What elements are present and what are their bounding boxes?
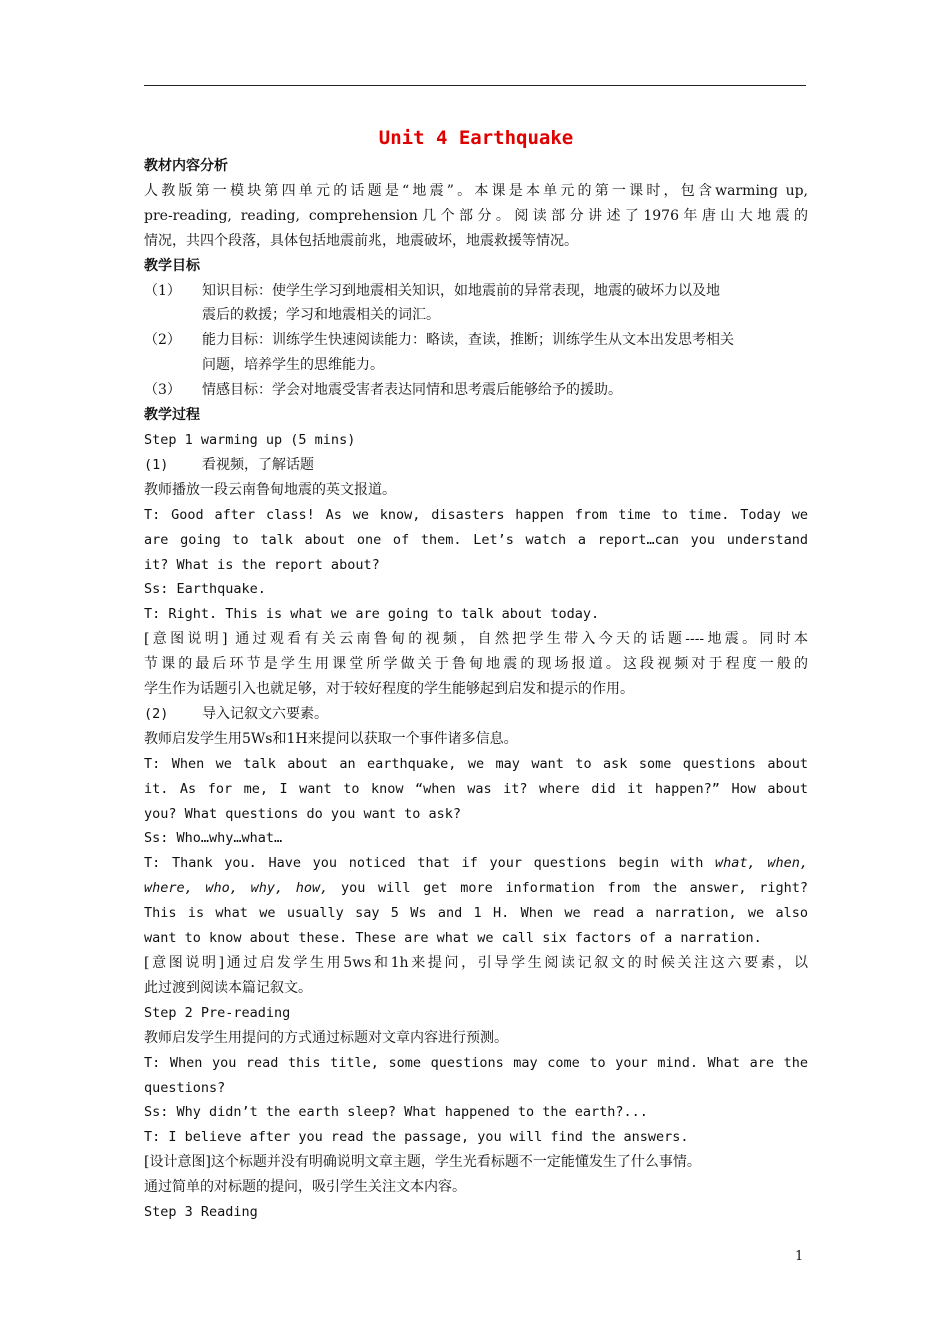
substep-description: 教师启发学生用5Ws和1H来提问以获取一个事件诸多信息。 [144, 730, 518, 747]
intro-line: 人教版第一模块第四单元的话题是“地震”。本课是本单元的第一课时，包含warming up, [144, 182, 808, 199]
dialogue-line: want to know about these. These are what we call six factors of a narration. [144, 930, 762, 947]
intent-note: [意图说明]通过启发学生用5ws和1h来提问，引导学生阅读记叙文的时候关注这六要素，以 [144, 955, 808, 971]
dialogue-line: it? What is the report about? [144, 556, 380, 573]
document-body [144, 122, 808, 1225]
substep-description: 教师启发学生用提问的方式通过标题对文章内容进行预测。 [144, 1029, 508, 1046]
goal-item-2-cont: 问题，培养学生的思维能力。 [202, 357, 384, 374]
intent-note: [设计意图]这个标题并没有明确说明文章主题，学生光看标题不一定能懂发生了什么事情。 [144, 1154, 701, 1171]
document-title: Unit 4 Earthquake [378, 127, 574, 149]
dialogue-line: you? What questions do you want to ask? [144, 805, 461, 822]
intent-note: 学生作为话题引入也就足够，对于较好程度的学生能够起到启发和提示的作用。 [144, 681, 634, 698]
dialogue-line: This is what we usually say 5 Ws and 1 H. When we read a narration, we also [144, 905, 808, 922]
intent-note: 此过渡到阅读本篇记叙文。 [144, 979, 312, 996]
intent-note: 通过简单的对标题的提问，吸引学生关注文本内容。 [144, 1179, 466, 1196]
dialogue-line: T: Right. This is what we are going to talk about today. [144, 606, 600, 623]
dialogue-line: Ss: Who…why…what… [144, 830, 283, 847]
substep-1-2 [144, 702, 808, 727]
section-heading-process: 教学过程 [144, 407, 200, 424]
dialogue-text: you will get more information from the answer, right? [340, 880, 808, 897]
dialogue-line: T: Good after class! As we know, disasters happen from time to time. Today we [144, 506, 808, 523]
dialogue-emphasis: what, when, [715, 855, 808, 872]
intent-note: [意图说明] 通过观看有关云南鲁甸的视频，自然把学生带入今天的话题----地震。同时本 [144, 631, 808, 648]
dialogue-line: T: When you read this title, some questions may come to your mind. What are the [144, 1054, 808, 1071]
step-1-heading: Step 1 warming up (5 mins) [144, 431, 356, 448]
step-3-heading: Step 3 Reading [144, 1204, 258, 1221]
goal-item-2 [144, 328, 808, 353]
dialogue-line: are going to talk about one of them. Let’s watch a report…can you understand [144, 531, 808, 548]
substep-description: 教师播放一段云南鲁甸地震的英文报道。 [144, 481, 396, 498]
dialogue-line [144, 851, 808, 876]
substep-1-1 [144, 453, 808, 478]
goal-number: （2） [144, 332, 181, 349]
dialogue-line: T: When we talk about an earthquake, we may want to ask some questions about [144, 755, 808, 772]
section-heading-analysis: 教材内容分析 [144, 158, 228, 174]
header-rule [144, 85, 806, 86]
section-heading-goals: 教学目标 [144, 257, 200, 274]
intent-note: 节课的最后环节是学生用课堂所学做关于鲁甸地震的现场报道。这段视频对于程度一般的 [144, 656, 808, 673]
goal-item-3 [144, 378, 808, 403]
dialogue-line: questions? [144, 1079, 226, 1096]
dialogue-line: it. As for me, I want to know “when was it? where did it happen?” How about [144, 780, 808, 797]
dialogue-line [144, 876, 808, 901]
goal-number: （3） [144, 382, 181, 399]
goal-number: （1） [144, 282, 181, 299]
goal-text: 能力目标：训练学生快速阅读能力：略读，查读，推断；训练学生从文本出发思考相关 [202, 332, 734, 349]
dialogue-emphasis: where, who, why, how, [144, 880, 329, 897]
goal-text: 情感目标：学会对地震受害者表达同情和思考震后能够给予的援助。 [202, 382, 622, 399]
dialogue-line: Ss: Why didn’t the earth sleep? What happened to the earth?... [144, 1104, 648, 1121]
dialogue-text: T: Thank you. Have you noticed that if your questions begin with [144, 855, 704, 872]
substep-number: (1) [144, 456, 169, 473]
goal-item-1-cont: 震后的救援；学习和地震相关的词汇。 [202, 307, 440, 324]
substep-text: 导入记叙文六要素。 [202, 705, 328, 722]
substep-text: 看视频，了解话题 [202, 456, 314, 473]
intro-line: pre-reading, reading, comprehension几个部分。阅读部分讲述了1976年唐山大地震的 [144, 207, 808, 224]
dialogue-line: T: I believe after you read the passage, you will find the answers. [144, 1129, 689, 1146]
step-2-heading: Step 2 Pre-reading [144, 1004, 291, 1021]
page-number: 1 [795, 1249, 804, 1264]
goal-text: 知识目标：使学生学习到地震相关知识，如地震前的异常表现，地震的破坏力以及地 [202, 282, 720, 299]
substep-number: (2) [144, 705, 169, 722]
intro-line: 情况，共四个段落，具体包括地震前兆，地震破坏，地震救援等情况。 [144, 232, 578, 249]
dialogue-line: Ss: Earthquake. [144, 581, 266, 598]
goal-item-1 [144, 279, 808, 304]
